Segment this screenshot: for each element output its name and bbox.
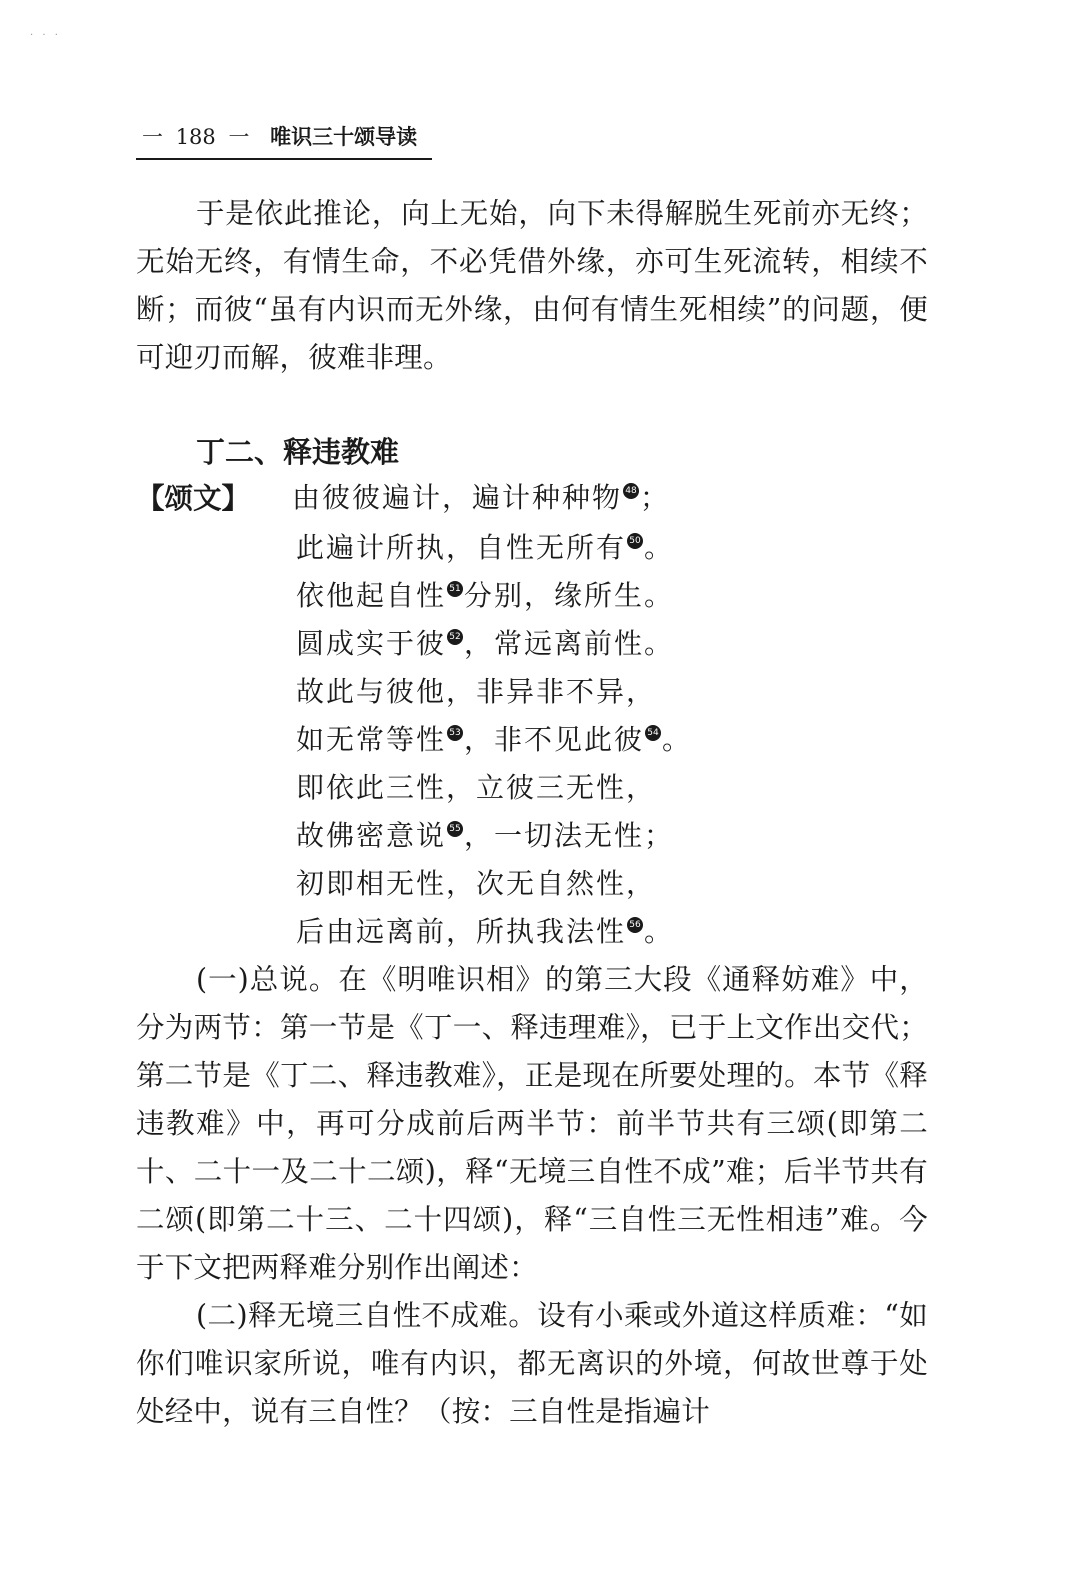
verse-text: 故佛密意说 bbox=[296, 819, 447, 852]
verse-text: 故此与彼他，非异非不异， bbox=[296, 675, 657, 708]
note-marker: 50 bbox=[627, 533, 643, 549]
verse-punct: 。 bbox=[662, 723, 693, 756]
running-header bbox=[136, 122, 432, 160]
note-marker: 55 bbox=[447, 821, 463, 837]
verse-text: 圆成实于彼 bbox=[296, 627, 447, 660]
verse-line bbox=[296, 620, 692, 668]
verse-text: 后由远离前，所执我法性 bbox=[296, 915, 627, 948]
verse-label: 【颂文】 bbox=[136, 481, 251, 515]
verse-list bbox=[296, 524, 692, 956]
verse-line bbox=[292, 476, 670, 520]
book-title: 唯识三十颂导读 bbox=[270, 124, 418, 149]
note-marker: 56 bbox=[627, 917, 643, 933]
header-dash-left: 一 bbox=[142, 125, 163, 149]
verse-line bbox=[296, 764, 692, 812]
section-title: 丁二、释违教难 bbox=[196, 435, 400, 469]
note-marker: 54 bbox=[645, 725, 661, 741]
verse-line bbox=[296, 524, 692, 572]
verse-line bbox=[296, 812, 692, 860]
verse-punct: 。 bbox=[644, 915, 675, 948]
note-marker: 51 bbox=[447, 581, 463, 597]
note-marker: 48 bbox=[623, 483, 639, 499]
verse-text: 初即相无性，次无自然性， bbox=[296, 867, 657, 900]
header-dash-right: 一 bbox=[228, 125, 250, 149]
verse-punct: ； bbox=[640, 481, 671, 514]
verse-punct: ，非不见此彼 bbox=[464, 723, 645, 756]
verse-line bbox=[296, 716, 692, 764]
verse-text: 如无常等性 bbox=[296, 723, 447, 756]
note-marker: 52 bbox=[447, 629, 463, 645]
verse-text: 即依此三性，立彼三无性， bbox=[296, 771, 657, 804]
scan-specks: · · · bbox=[30, 30, 61, 41]
paragraph-general: (一)总说。在《明唯识相》的第三大段《通释妨难》中，分为两节：第一节是《丁一、释违理难》，已于上文作出交代；第二节是《丁二、释违教难》，正是现在所要处理的。本节《释违教难》中，再可分成前后两半节：前半节共有三颂(即第二十、二十一及二十二颂)，释“无境三自性不成”难；后半节共有二颂(即第二十三、二十四颂)，释“三自性三无性相违”难。今于下文把两释难分别作出阐述： bbox=[136, 963, 928, 1284]
verse-line bbox=[296, 860, 692, 908]
verse-line bbox=[296, 572, 692, 620]
verse-punct: 。 bbox=[644, 531, 675, 564]
verse-punct: ，常远离前性。 bbox=[464, 627, 675, 660]
paragraph-explanation: (二)释无境三自性不成难。设有小乘或外道这样质难：“如你们唯识家所说，唯有内识，都无离识的外境，何故世尊于处处经中，说有三自性？（按：三自性是指遍计 bbox=[136, 1299, 928, 1428]
verse-text: 依他起自性 bbox=[296, 579, 447, 612]
verse-line bbox=[296, 908, 692, 956]
page-number: 188 bbox=[175, 125, 216, 149]
verse-text: 此遍计所执，自性无所有 bbox=[296, 531, 627, 564]
verse-punct: ，一切法无性； bbox=[464, 819, 675, 852]
verse-punct: 分别，缘所生。 bbox=[464, 579, 675, 612]
verse-line bbox=[296, 668, 692, 716]
verse-text: 由彼彼遍计，遍计种种物 bbox=[292, 481, 623, 514]
note-marker: 53 bbox=[447, 725, 463, 741]
intro-paragraph: 于是依此推论，向上无始，向下未得解脱生死前亦无终；无始无终，有情生命，不必凭借外缘，亦可生死流转，相续不断；而彼“虽有内识而无外缘，由何有情生死相续”的问题，便可迎刃而解，彼难非理。 bbox=[136, 197, 928, 374]
